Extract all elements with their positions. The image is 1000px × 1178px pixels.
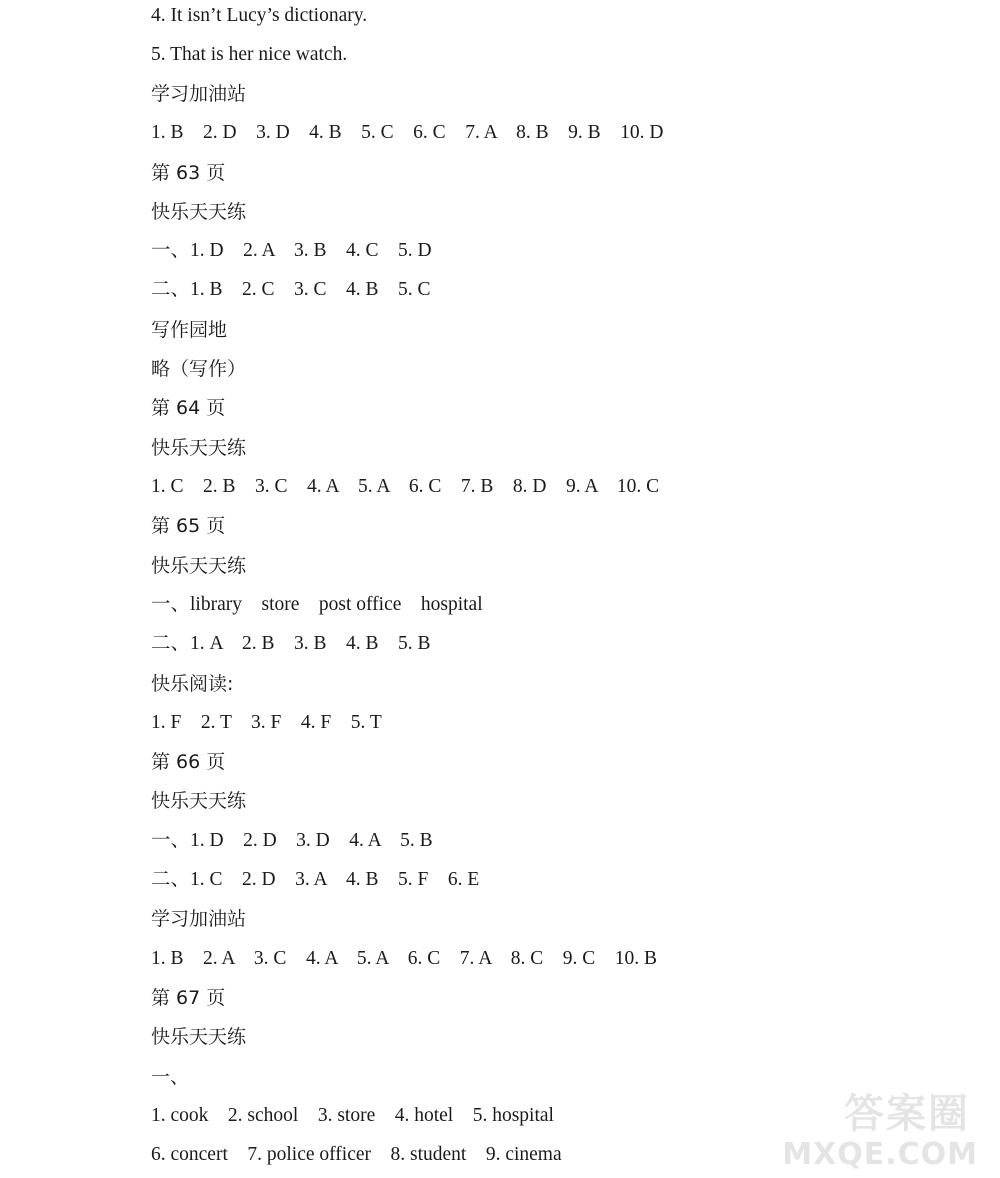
watermark-domain: MXQE.COM — [782, 1137, 978, 1172]
answer-line: 二、1. B 2. C 3. C 4. B 5. C — [151, 279, 431, 300]
page-heading: 第 63 页 — [151, 162, 226, 184]
answer-line: 一、library store post office hospital — [151, 594, 483, 615]
page-heading: 第 67 页 — [151, 987, 226, 1009]
answer-line: 一、 — [151, 1066, 190, 1088]
site-watermark — [782, 1082, 978, 1172]
section-heading: 快乐天天练 — [151, 201, 247, 223]
page-heading: 第 64 页 — [151, 397, 226, 419]
section-heading: 快乐天天练 — [151, 1026, 247, 1048]
answer-line: 1. B 2. D 3. D 4. B 5. C 6. C 7. A 8. B 9. B 10. D — [151, 122, 664, 143]
section-heading: 快乐天天练 — [151, 437, 247, 459]
answer-line: 二、1. C 2. D 3. A 4. B 5. F 6. E — [151, 869, 480, 890]
answer-line: 4. It isn’t Lucy’s dictionary. — [151, 5, 368, 26]
answer-line: 一、1. D 2. A 3. B 4. C 5. D — [151, 240, 432, 261]
watermark-logo-text: 答案圈 — [844, 1091, 970, 1137]
answer-line: 二、1. A 2. B 3. B 4. B 5. B — [151, 633, 431, 654]
answer-line: 一、1. D 2. D 3. D 4. A 5. B — [151, 830, 433, 851]
section-heading: 快乐阅读: — [151, 673, 234, 695]
answer-line: 1. F 2. T 3. F 4. F 5. T — [151, 712, 382, 733]
answer-line: 6. concert 7. police officer 8. student 9. cinema — [151, 1144, 562, 1165]
page-heading: 第 65 页 — [151, 515, 226, 537]
answer-line: 1. B 2. A 3. C 4. A 5. A 6. C 7. A 8. C 9. C 10. B — [151, 948, 658, 969]
section-heading: 学习加油站 — [151, 83, 247, 105]
answer-line: 略（写作） — [151, 358, 247, 380]
section-heading: 快乐天天练 — [151, 790, 247, 812]
answer-line: 1. cook 2. school 3. store 4. hotel 5. hospital — [151, 1105, 554, 1126]
section-heading: 学习加油站 — [151, 908, 247, 930]
answer-line: 5. That is her nice watch. — [151, 44, 348, 65]
answer-line: 1. C 2. B 3. C 4. A 5. A 6. C 7. B 8. D 9. A 10. C — [151, 476, 660, 497]
section-heading: 写作园地 — [151, 319, 228, 341]
page-heading: 第 66 页 — [151, 751, 226, 773]
section-heading: 快乐天天练 — [151, 555, 247, 577]
